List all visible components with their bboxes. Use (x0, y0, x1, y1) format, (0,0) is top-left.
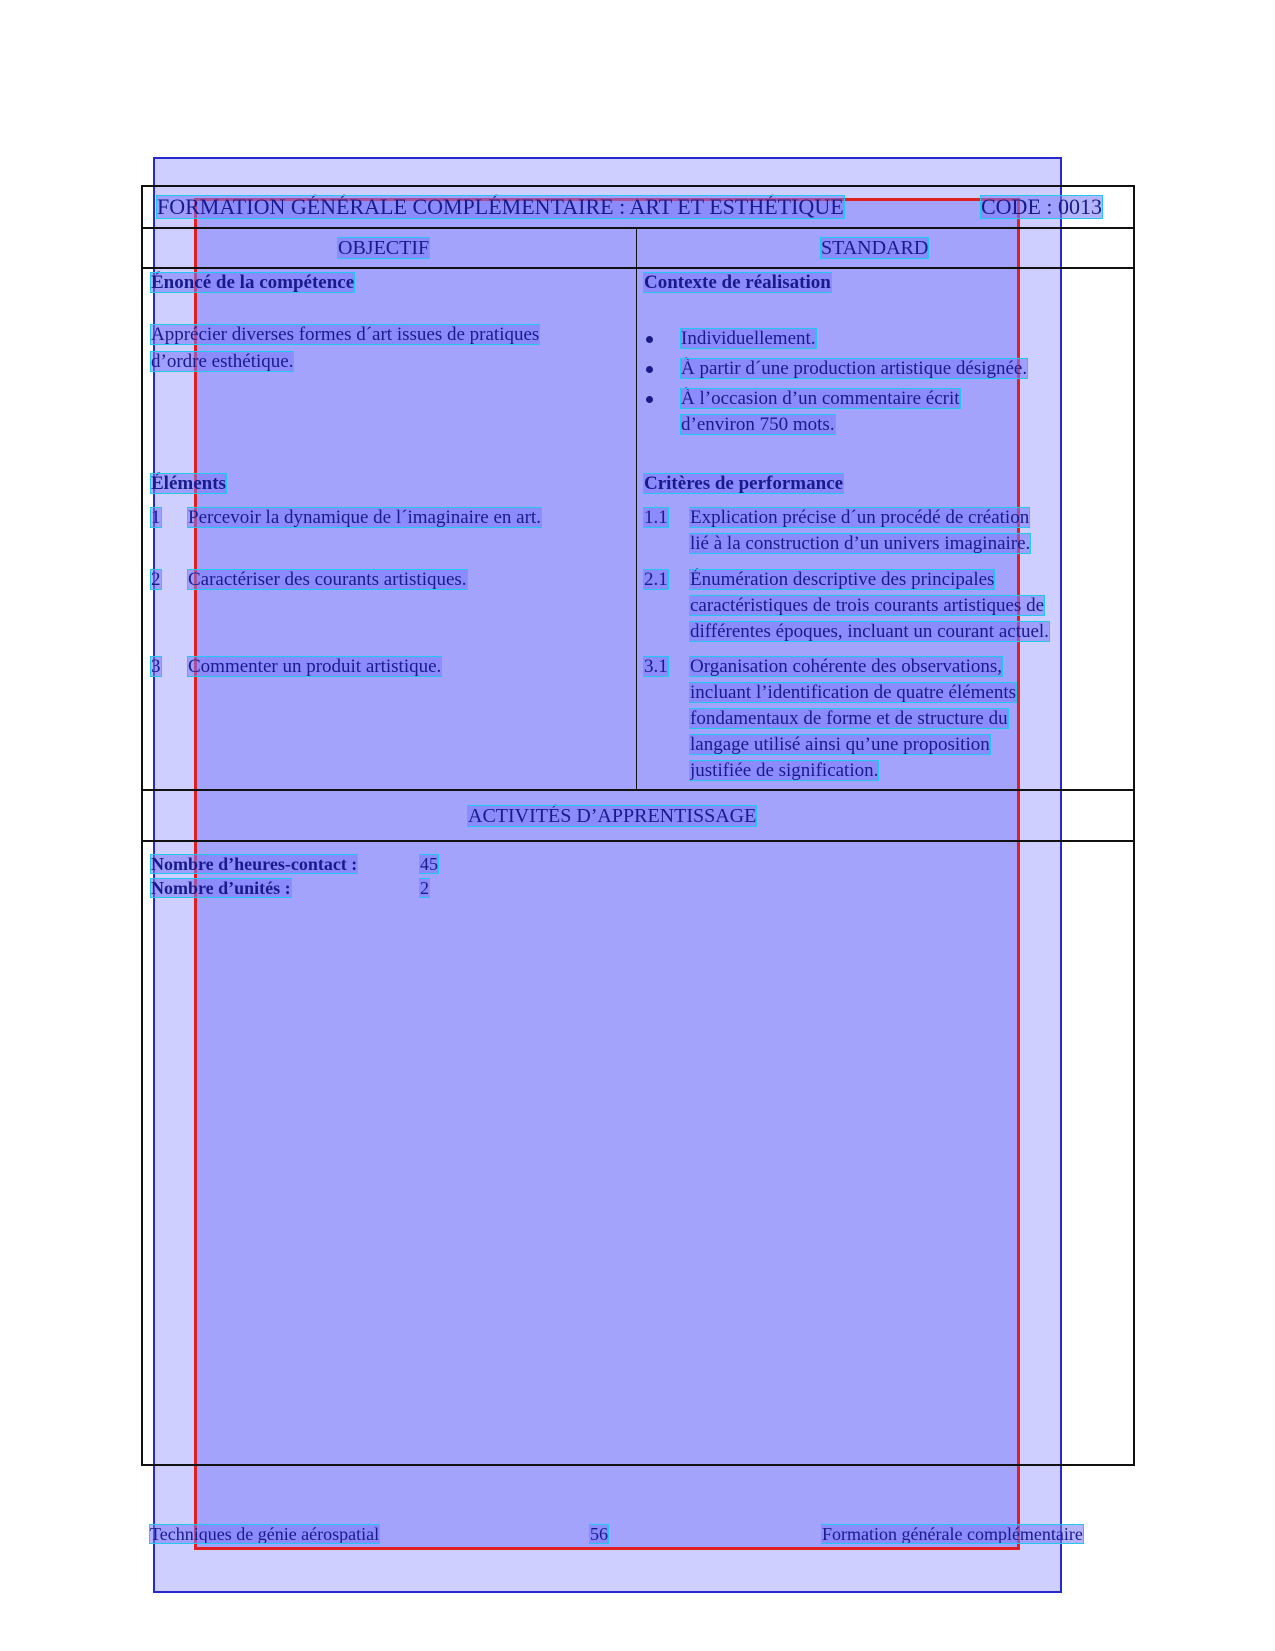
competence-text-line: Apprécier diverses formes d´art issues de pratiques (151, 324, 540, 345)
hours-value: 45 (420, 854, 438, 874)
element-number: 1 (151, 507, 161, 528)
criterion-line: différentes époques, incluant un courant actuel. (690, 621, 1049, 642)
footer-page-number: 56 (590, 1524, 608, 1544)
context-item: À partir d´une production artistique désignée. (681, 358, 1028, 379)
footer-program: Techniques de génie aérospatial (150, 1524, 380, 1544)
bullet-icon (646, 366, 653, 373)
element-text: Commenter un produit artistique. (188, 656, 442, 677)
criterion-line: justifiée de signification. (690, 760, 879, 781)
criterion-line: Explication précise d´un procédé de création (690, 507, 1030, 528)
units-label: Nombre d’unités : (151, 878, 291, 898)
criteria-heading: Critères de performance (644, 473, 844, 494)
criterion-number: 1.1 (644, 507, 668, 528)
bullet-icon (646, 396, 653, 403)
criterion-line: fondamentaux de forme et de structure du (690, 708, 1008, 729)
element-text: Caractériser des courants artistiques. (188, 569, 467, 590)
element-number: 2 (151, 569, 161, 590)
criterion-line: Énumération descriptive des principales (690, 569, 995, 590)
divider-activities-bottom (141, 840, 1135, 842)
element-number: 3 (151, 656, 161, 677)
column-divider (636, 229, 637, 789)
document-title: FORMATION GÉNÉRALE COMPLÉMENTAIRE : ART ET ESTHÉTIQUE (157, 194, 844, 219)
divider-header (141, 227, 1135, 229)
context-item-continuation: d’environ 750 mots. (681, 414, 835, 435)
criterion-number: 3.1 (644, 656, 668, 677)
column-header-objectif: OBJECTIF (338, 237, 430, 259)
activities-heading: ACTIVITÉS D’APPRENTISSAGE (468, 805, 757, 827)
context-item: Individuellement. (681, 328, 816, 349)
divider-activities-top (141, 789, 1135, 791)
column-header-standard: STANDARD (821, 237, 929, 259)
bullet-icon (646, 336, 653, 343)
footer-section: Formation générale complémentaire (822, 1524, 1083, 1544)
criterion-line: langage utilisé ainsi qu’une proposition (690, 734, 990, 755)
units-value: 2 (420, 878, 429, 898)
competence-heading: Énoncé de la compétence (151, 272, 355, 293)
criterion-line: incluant l’identification de quatre éléments (690, 682, 1017, 703)
criterion-line: Organisation cohérente des observations, (690, 656, 1003, 677)
criterion-number: 2.1 (644, 569, 668, 590)
criterion-line: lié à la construction d’un univers imaginaire. (690, 533, 1031, 554)
context-heading: Contexte de réalisation (644, 272, 831, 293)
divider-columns (141, 267, 1135, 269)
criterion-line: caractéristiques de trois courants artistiques de (690, 595, 1045, 616)
element-text: Percevoir la dynamique de l´imaginaire en art. (188, 507, 541, 528)
hours-label: Nombre d’heures-contact : (151, 854, 358, 874)
context-item: À l’occasion d’un commentaire écrit (681, 388, 960, 409)
elements-heading: Éléments (151, 473, 226, 494)
document-code: CODE : 0013 (981, 194, 1102, 219)
competence-text-line: d’ordre esthétique. (151, 351, 294, 372)
